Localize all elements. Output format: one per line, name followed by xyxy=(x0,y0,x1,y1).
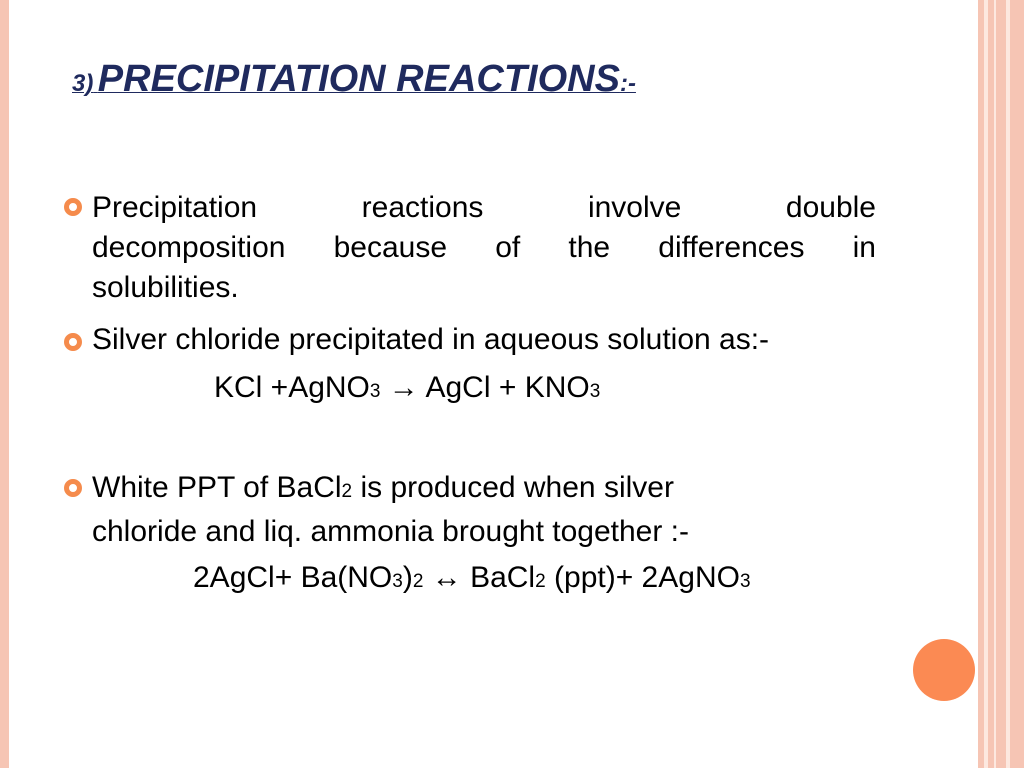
title-text: PRECIPITATION REACTIONS xyxy=(97,58,620,100)
word: differences xyxy=(658,231,805,264)
frame-stripe xyxy=(984,0,988,768)
bullet-2-text: Silver chloride precipitated in aqueous solution as:- xyxy=(92,323,770,356)
frame-stripe xyxy=(1006,0,1010,768)
frame-stripe xyxy=(994,0,996,768)
word: solubilities. xyxy=(92,271,239,304)
equation-agcl-bano3 xyxy=(193,561,751,595)
equation-part: ↔ BaCl xyxy=(423,561,536,594)
text-line xyxy=(92,228,876,268)
word: the xyxy=(568,231,611,264)
equation-subscript: 3 xyxy=(739,571,751,592)
equation-part: ) xyxy=(402,561,413,594)
word: involve xyxy=(587,191,682,224)
decorative-circle xyxy=(913,639,975,701)
equation-subscript: 2 xyxy=(535,571,546,592)
word: decomposition xyxy=(92,231,286,264)
bullet-icon xyxy=(64,198,82,216)
text-part: is produced when silver xyxy=(352,471,674,504)
word: of xyxy=(495,231,521,264)
word: because xyxy=(333,231,448,264)
bullet-3-text xyxy=(92,468,689,552)
text-subscript: 2 xyxy=(341,481,353,502)
word: in xyxy=(852,231,876,264)
equation-kcl-agno3 xyxy=(214,371,600,405)
bullet-icon xyxy=(64,333,82,351)
equation-subscript: 3 xyxy=(589,381,601,402)
title-number: 3) xyxy=(72,70,94,97)
equation-part: 2AgCl+ Ba(NO xyxy=(193,561,393,594)
equation-part: → AgCl + KNO xyxy=(380,371,590,404)
word: Precipitation xyxy=(92,191,258,224)
equation-subscript: 3 xyxy=(392,571,403,592)
equation-subscript: 3 xyxy=(369,381,381,402)
equation-part: (ppt)+ 2AgNO xyxy=(545,561,740,594)
left-frame-border xyxy=(0,0,9,768)
text-line xyxy=(92,268,876,308)
equation-subscript: 2 xyxy=(412,571,424,592)
slide-title xyxy=(72,58,636,101)
bullet-icon xyxy=(64,479,82,497)
title-suffix: :- xyxy=(619,70,636,97)
text-line xyxy=(92,468,689,512)
text-line: chloride and liq. ammonia brought together :- xyxy=(92,515,690,548)
word: double xyxy=(785,191,876,224)
text-part: White PPT of BaCl xyxy=(92,471,342,504)
right-frame-border xyxy=(978,0,1024,768)
word: reactions xyxy=(361,191,484,224)
equation-part: KCl +AgNO xyxy=(214,371,370,404)
bullet-1-text xyxy=(92,188,876,308)
text-line xyxy=(92,188,876,228)
